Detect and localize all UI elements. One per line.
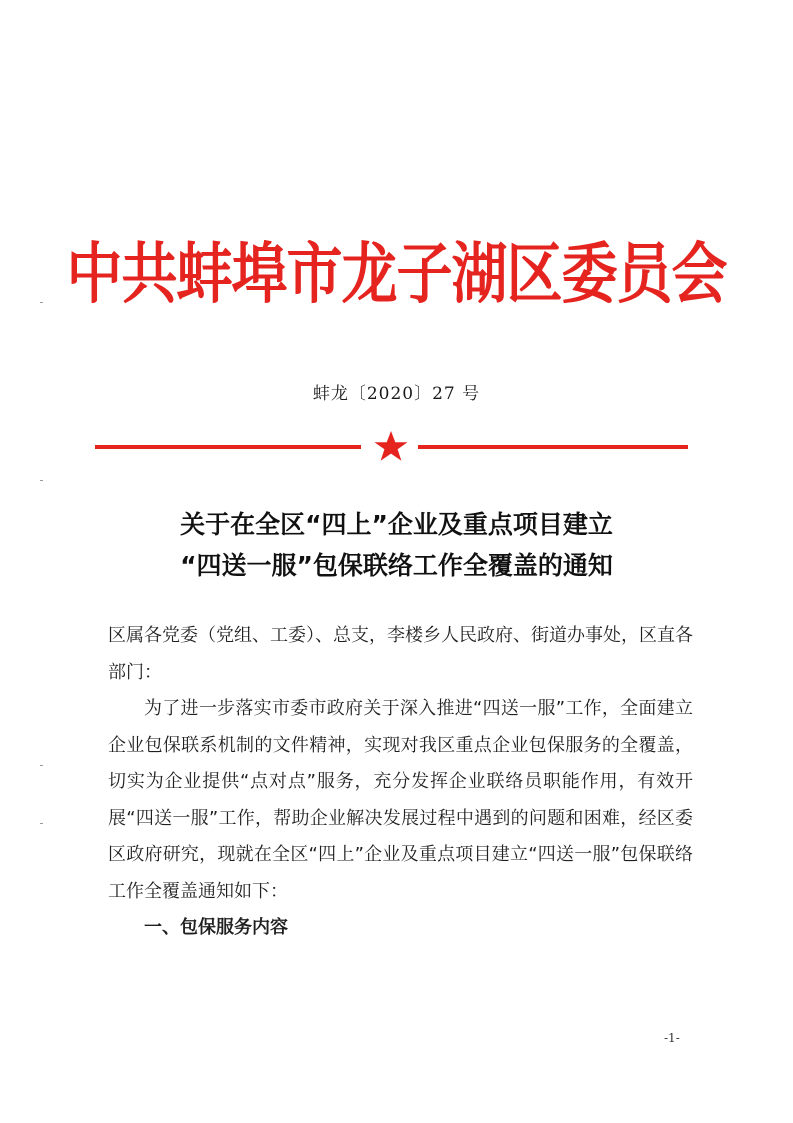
red-divider-right (418, 445, 688, 449)
scan-speck (40, 480, 43, 481)
scan-speck (40, 302, 43, 303)
document-body (108, 618, 693, 947)
red-divider-left (95, 445, 361, 449)
body-paragraph: 为了进一步落实市委市政府关于深入推进“四送一服”工作，全面建立企业包保联系机制的文件精神，实现对我区重点企业包保服务的全覆盖，切实为企业提供“点对点”服务，充分发挥企业联络员职能作用，有效开展“四送一服”工作，帮助企业解决发展过程中遇到的问题和困难，经区委区政府研究，现就在全区“四上”企业及重点项目建立“四送一服”包保联络工作全覆盖通知如下： (108, 698, 693, 902)
recipients-paragraph: 区属各党委（党组、工委）、总支，李楼乡人民政府、街道办事处，区直各部门： (108, 625, 693, 683)
scan-speck (40, 823, 43, 824)
star-icon (373, 430, 409, 462)
document-title-line1: 关于在全区“四上”企业及重点项目建立 (180, 510, 613, 539)
document-number: 蚌龙〔2020〕27 号 (312, 384, 481, 404)
scan-speck (40, 765, 43, 766)
document-title-line2: “四送一服”包保联络工作全覆盖的通知 (180, 551, 613, 580)
org-masthead: 中共蚌埠市龙子湖区委员会 (66, 236, 727, 313)
section-heading: 一、包保服务内容 (144, 917, 288, 938)
page-number: -1- (664, 1031, 680, 1045)
